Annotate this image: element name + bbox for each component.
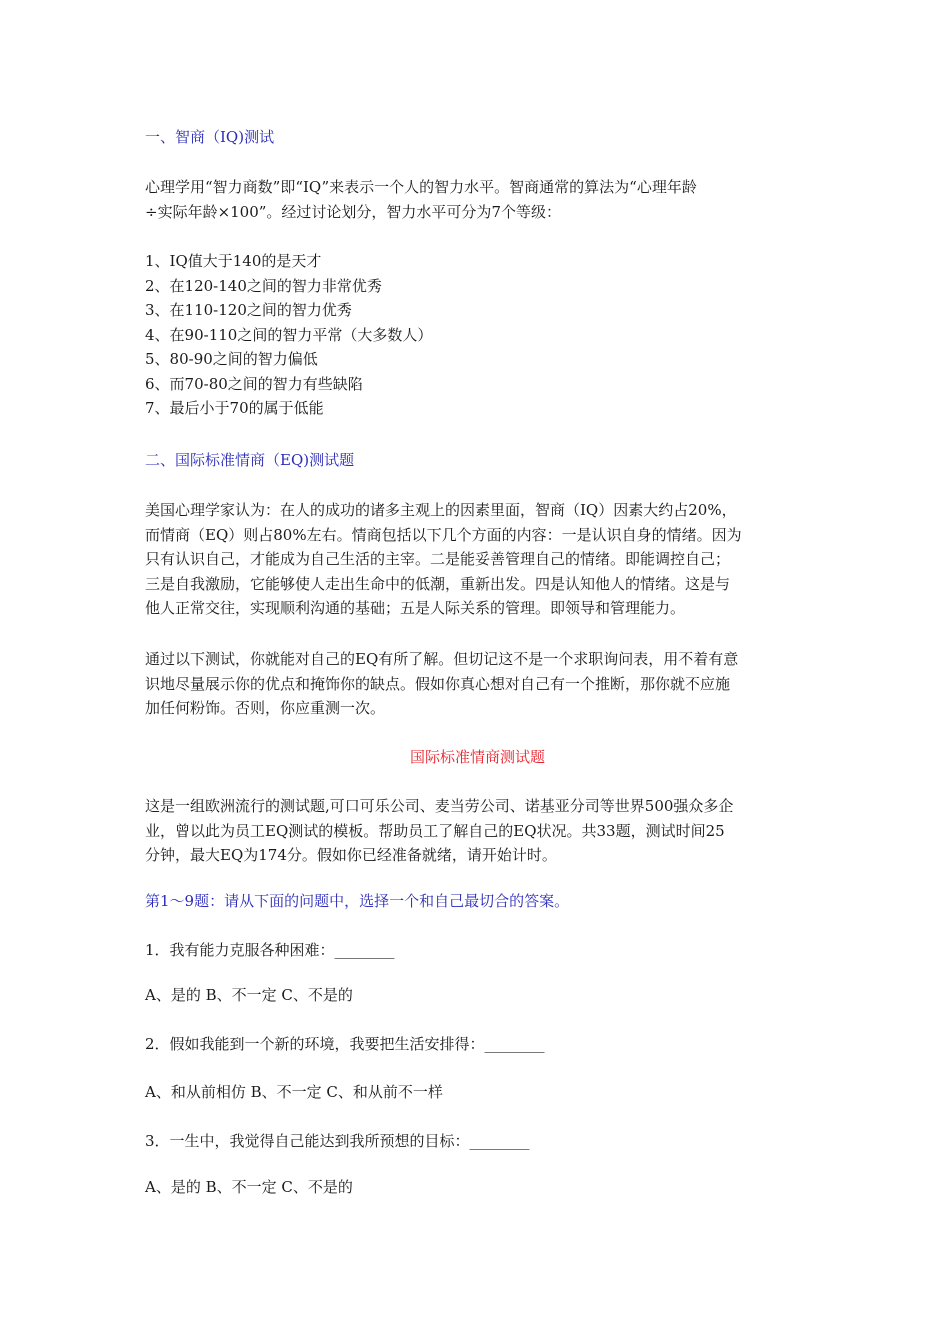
text-line: 加任何粉饰。否则，你应重测一次。 (145, 699, 386, 717)
test-title: 国际标准情商测试题 (409, 748, 545, 766)
text-line: 他人正常交往，实现顺利沟通的基础；五是人际关系的管理。即领导和管理能力。 (145, 599, 686, 617)
text-line: 只有认识自己，才能成为自己生活的主宰。二是能妥善管理自己的情绪。即能调控自己； (145, 550, 731, 568)
question-1-options: A、是的 B、不一定 C、不是的 (145, 986, 353, 1004)
text-line: 心理学用“智力商数”即“IQ”来表示一个人的智力水平。智商通常的算法为“心理年龄 (145, 178, 697, 196)
question-2: 2．假如我能到一个新的环境，我要把生活安排得：________ (145, 1035, 545, 1053)
text-line: 这是一组欧洲流行的测试题,可口可乐公司、麦当劳公司、诺基亚分司等世界500强众多企 (145, 797, 734, 815)
list-item: 7、最后小于70的属于低能 (145, 399, 324, 417)
question-1: 1．我有能力克服各种困难：________ (145, 941, 395, 959)
section1-intro (145, 175, 810, 224)
question-2-options: A、和从前相仿 B、不一定 C、和从前不一样 (145, 1083, 443, 1101)
text-line: 分钟，最大EQ为174分。假如你已经准备就绪，请开始计时。 (145, 846, 557, 864)
list-item: 5、80-90之间的智力偏低 (145, 350, 318, 368)
text-line: 美国心理学家认为：在人的成功的诸多主观上的因素里面，智商（IQ）因素大约占20%， (145, 501, 737, 519)
list-item: 3、在110-120之间的智力优秀 (145, 301, 352, 319)
list-item: 1、IQ值大于140的是天才 (145, 252, 322, 270)
section1-heading: 一、智商（IQ)测试 (145, 128, 275, 146)
text-line: 业，曾以此为员工EQ测试的模板。帮助员工了解自己的EQ状况。共33题，测试时间25 (145, 821, 725, 840)
list-item: 4、在90-110之间的智力平常（大多数人） (145, 325, 433, 344)
text-line: 而情商（EQ）则占80%左右。情商包括以下几个方面的内容：一是认识自身的情绪。因为 (145, 525, 742, 544)
text-line: 三是自我激励，它能够使人走出生命中的低潮，重新出发。四是认知他人的情绪。这是与 (145, 574, 731, 593)
question-3: 3．一生中，我觉得自己能达到我所预想的目标：________ (145, 1132, 530, 1150)
section2-paragraph-2 (145, 647, 810, 721)
text-line: 通过以下测试，你就能对自己的EQ有所了解。但切记这不是一个求职询问表，用不着有意 (145, 650, 739, 668)
section2-paragraph-1 (145, 498, 810, 621)
list-item: 6、而70-80之间的智力有些缺陷 (145, 374, 363, 393)
test-instruction: 第1～9题：请从下面的问题中，选择一个和自己最切合的答案。 (145, 892, 570, 910)
iq-level-list (145, 249, 810, 421)
list-item: 2、在120-140之间的智力非常优秀 (145, 276, 382, 295)
text-line: 识地尽量展示你的优点和掩饰你的缺点。假如你真心想对自己有一个推断，那你就不应施 (145, 674, 731, 693)
test-intro (145, 794, 810, 868)
section2-heading: 二、国际标准情商（EQ)测试题 (145, 451, 355, 469)
text-line: ÷实际年龄×100”。经过讨论划分，智力水平可分为7个等级： (145, 202, 561, 221)
question-3-options: A、是的 B、不一定 C、不是的 (145, 1178, 353, 1196)
